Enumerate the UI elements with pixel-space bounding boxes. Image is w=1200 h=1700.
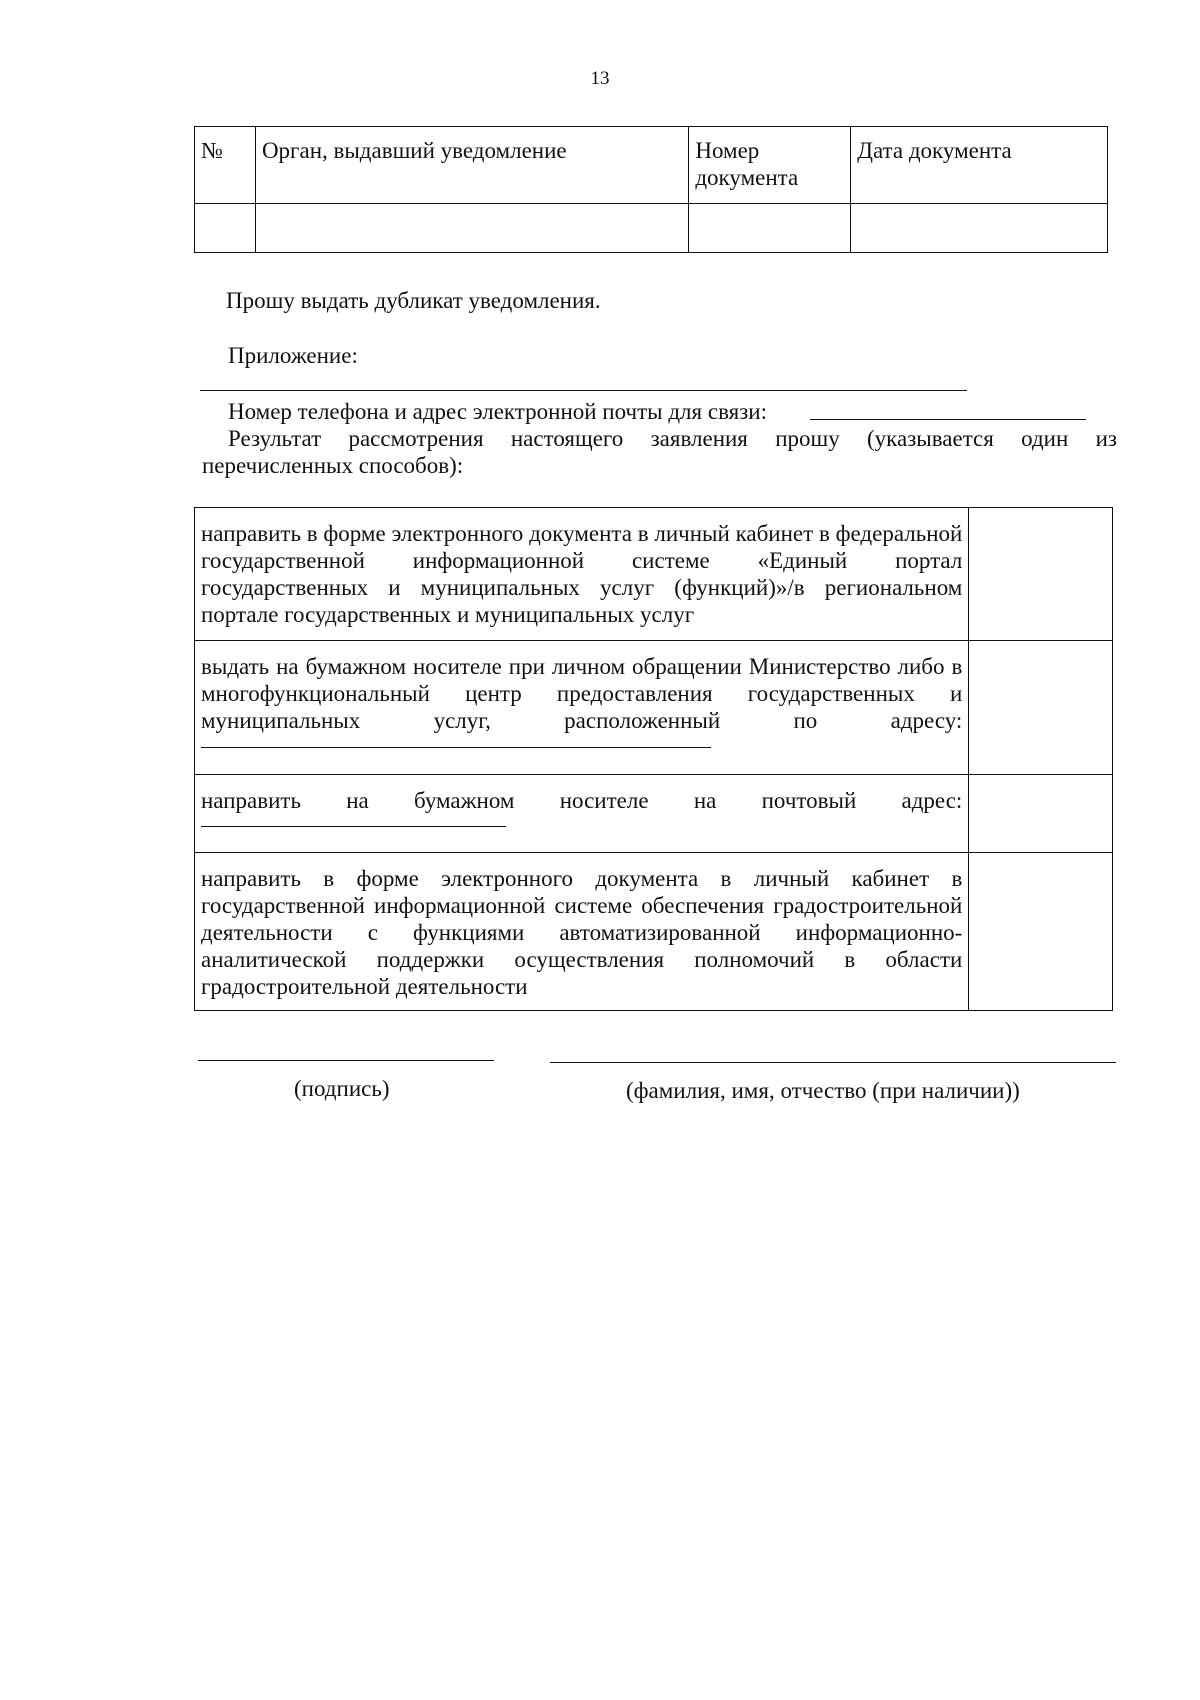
header-number: № — [195, 127, 256, 204]
postal-address-field[interactable] — [201, 826, 506, 827]
in-person-address-field[interactable] — [201, 747, 711, 748]
delivery-option-row — [195, 641, 1113, 775]
full-name-caption: (фамилия, имя, отчество (при наличии)) — [626, 1078, 1020, 1103]
request-text: Прошу выдать дубликат уведомления. — [226, 288, 601, 313]
document-table — [194, 126, 1108, 253]
delivery-option-row — [195, 775, 1113, 853]
header-document-date: Дата документа — [851, 127, 1108, 204]
delivery-option-postal-mark[interactable] — [969, 775, 1113, 853]
delivery-option-epgu: направить в форме электронного документа в личный кабинет в федеральной государственной информационной системе «Единый портал государственных и муниципальных услуг (функций)»/в региональном портале государственных и муниципальных услуг — [195, 508, 969, 641]
header-issuing-authority: Орган, выдавший уведомление — [255, 127, 688, 204]
delivery-option-paper-in-person-text: выдать на бумажном носителе при личном обращении Министерство либо в многофункциональный центр предоставления государственных и муниципальных услуг, расположенный по адресу: — [201, 654, 963, 733]
delivery-option-row — [195, 853, 1113, 1011]
delivery-option-isogd: направить в форме электронного документа в личный кабинет в государственной информационной системе обеспечения градостроительной деятельности с функциями автоматизированной информационно-аналитической поддержки осуществления полномочий в области градостроительной деятельности — [195, 853, 969, 1011]
signature-field[interactable] — [198, 1060, 494, 1061]
cell-number[interactable] — [195, 204, 256, 253]
delivery-option-row — [195, 508, 1113, 641]
result-intro: Результат рассмотрения настоящего заявления прошу (указывается один из перечисленных способов): — [202, 426, 1117, 478]
contact-field[interactable] — [810, 419, 1086, 420]
delivery-option-postal-text: направить на бумажном носителе на почтовый адрес: — [201, 788, 963, 813]
full-name-field[interactable] — [550, 1062, 1116, 1063]
attachment-label: Приложение: — [228, 343, 358, 368]
signature-caption: (подпись) — [294, 1076, 390, 1101]
cell-document-number[interactable] — [689, 204, 851, 253]
table-row — [195, 204, 1108, 253]
delivery-option-postal — [195, 775, 969, 853]
delivery-option-paper-in-person-mark[interactable] — [969, 641, 1113, 775]
page-number: 13 — [590, 68, 610, 89]
document-table-header — [195, 127, 1108, 204]
delivery-options-table — [194, 507, 1113, 1011]
delivery-option-isogd-mark[interactable] — [969, 853, 1113, 1011]
contact-label: Номер телефона и адрес электронной почты для связи: — [228, 399, 767, 424]
delivery-option-paper-in-person — [195, 641, 969, 775]
cell-document-date[interactable] — [851, 204, 1108, 253]
delivery-option-epgu-mark[interactable] — [969, 508, 1113, 641]
header-document-number: Номер документа — [689, 127, 851, 204]
attachment-field[interactable] — [200, 390, 967, 391]
cell-issuing-authority[interactable] — [255, 204, 688, 253]
